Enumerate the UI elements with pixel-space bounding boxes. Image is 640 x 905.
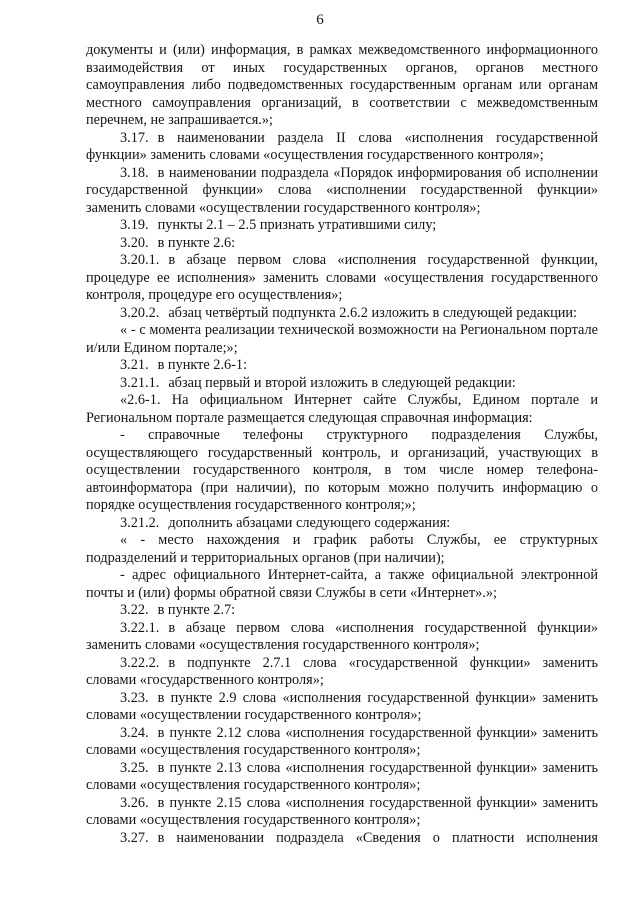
paragraph bbox=[86, 830, 598, 848]
paragraph-text: абзац четвёртый подпункта 2.6.2 изложить в следующей редакции: bbox=[168, 304, 578, 321]
paragraph bbox=[86, 725, 598, 760]
paragraph-text: в пункте 2.6-1: bbox=[157, 357, 248, 373]
paragraph-number: 3.20. bbox=[120, 234, 149, 251]
paragraph bbox=[86, 532, 598, 567]
paragraph-number: 3.22.1. bbox=[120, 619, 160, 636]
paragraph-text: в пункте 2.15 слова «исполнения государственной функции» заменить словами «осуществления государственного контроля»; bbox=[86, 794, 598, 828]
paragraph bbox=[86, 165, 598, 218]
paragraph-number: 3.18. bbox=[120, 164, 149, 181]
paragraph bbox=[86, 620, 598, 655]
paragraph-text: «2.6-1. На официальном Интернет сайте Службы, Едином портале и Региональном портале размещается следующая справочная информация: bbox=[86, 392, 598, 426]
paragraph-text: в пункте 2.6: bbox=[157, 234, 236, 251]
paragraph-text: пункты 2.1 – 2.5 признать утратившими силу; bbox=[157, 217, 437, 233]
paragraph-number: 3.25. bbox=[120, 759, 149, 776]
document-body bbox=[86, 42, 598, 847]
paragraph bbox=[86, 427, 598, 515]
paragraph bbox=[86, 130, 598, 165]
paragraph-number: 3.20.2. bbox=[120, 304, 160, 321]
paragraph-text: в пункте 2.9 слова «исполнения государственной функции» заменить словами «осуществлении государственного контроля»; bbox=[86, 689, 598, 723]
paragraph-text: « - с момента реализации технической возможности на Региональном портале и/или Едином портале;»; bbox=[86, 322, 598, 356]
paragraph bbox=[86, 305, 598, 323]
paragraph-text: в абзаце первом слова «исполнения государственной функции» заменить словами «осуществления государственного контроля»; bbox=[86, 619, 598, 653]
page-number: 6 bbox=[316, 12, 324, 28]
paragraph-text: в пункте 2.7: bbox=[157, 602, 236, 618]
paragraph-text: в пункте 2.12 слова «исполнения государственной функции» заменить словами «осуществления государственного контроля»; bbox=[86, 724, 598, 758]
paragraph bbox=[86, 392, 598, 427]
paragraph bbox=[86, 760, 598, 795]
paragraph-number: 3.21.1. bbox=[120, 374, 160, 391]
paragraph-number: 3.27. bbox=[120, 829, 149, 846]
paragraph bbox=[86, 235, 598, 253]
paragraph-text: документы и (или) информация, в рамках межведомственного информационного взаимодействия от иных государственных органов, органов местного самоуправления либо подведомственных государственным органам или органам местного самоуправления организаций, в соответствии с межведомственным перечнем, не запрашивается.»; bbox=[86, 42, 598, 128]
paragraph bbox=[86, 42, 598, 130]
paragraph-text: « - место нахождения и график работы Службы, ее структурных подразделений и территориальных органов (при наличии); bbox=[86, 532, 598, 566]
paragraph-text: в наименовании раздела II слова «исполнения государственной функции» заменить словами «осуществления государственного контроля»; bbox=[86, 129, 598, 163]
paragraph-number: 3.22. bbox=[120, 602, 149, 618]
paragraph-text: - адрес официального Интернет-сайта, а также официальной электронной почты и (или) формы обратной связи Службы в сети «Интернет».»; bbox=[86, 567, 598, 601]
paragraph bbox=[86, 567, 598, 602]
paragraph bbox=[86, 515, 598, 533]
paragraph bbox=[86, 322, 598, 357]
paragraph-text: в абзаце первом слова «исполнения государственной функции, процедуре ее исполнения» заменить словами «осуществления государственного контроля, процедуре его осуществления»; bbox=[86, 252, 598, 303]
paragraph bbox=[86, 375, 598, 393]
paragraph-number: 3.21. bbox=[120, 357, 149, 373]
paragraph-number: 3.22.2. bbox=[120, 654, 160, 671]
paragraph bbox=[86, 795, 598, 830]
paragraph-number: 3.21.2. bbox=[120, 514, 160, 531]
paragraph-text: дополнить абзацами следующего содержания: bbox=[168, 514, 451, 531]
paragraph bbox=[86, 655, 598, 690]
paragraph-number: 3.23. bbox=[120, 689, 149, 706]
paragraph-number: 3.26. bbox=[120, 794, 149, 811]
paragraph bbox=[86, 357, 598, 375]
paragraph-text: в наименовании подраздела «Сведения о платности исполнения bbox=[157, 829, 598, 846]
paragraph-text: в пункте 2.13 слова «исполнения государственной функции» заменить словами «осуществления государственного контроля»; bbox=[86, 759, 598, 793]
paragraph-text: в подпункте 2.7.1 слова «государственной функции» заменить словами «государственного контроля»; bbox=[86, 654, 598, 688]
paragraph bbox=[86, 602, 598, 620]
paragraph-text: абзац первый и второй изложить в следующей редакции: bbox=[168, 374, 516, 391]
paragraph bbox=[86, 252, 598, 305]
paragraph-text: в наименовании подраздела «Порядок информирования об исполнении государственной функции» слова «исполнении государственной функции» заменить словами «осуществлении государственного контроля»; bbox=[86, 164, 598, 216]
paragraph bbox=[86, 217, 598, 235]
paragraph-text: - справочные телефоны структурного подразделения Службы, осуществляющего государственный контроль, и организаций, участвующих в осуществлении государственного контроля, в том числе номер телефона-автоинформатора (при наличии), по которым можно получить информацию о порядке осуществления государственного контроля;»; bbox=[86, 427, 598, 513]
paragraph-number: 3.19. bbox=[120, 217, 149, 233]
paragraph-number: 3.20.1. bbox=[120, 252, 160, 268]
paragraph-number: 3.24. bbox=[120, 724, 149, 741]
paragraph-number: 3.17. bbox=[120, 129, 149, 146]
paragraph bbox=[86, 690, 598, 725]
